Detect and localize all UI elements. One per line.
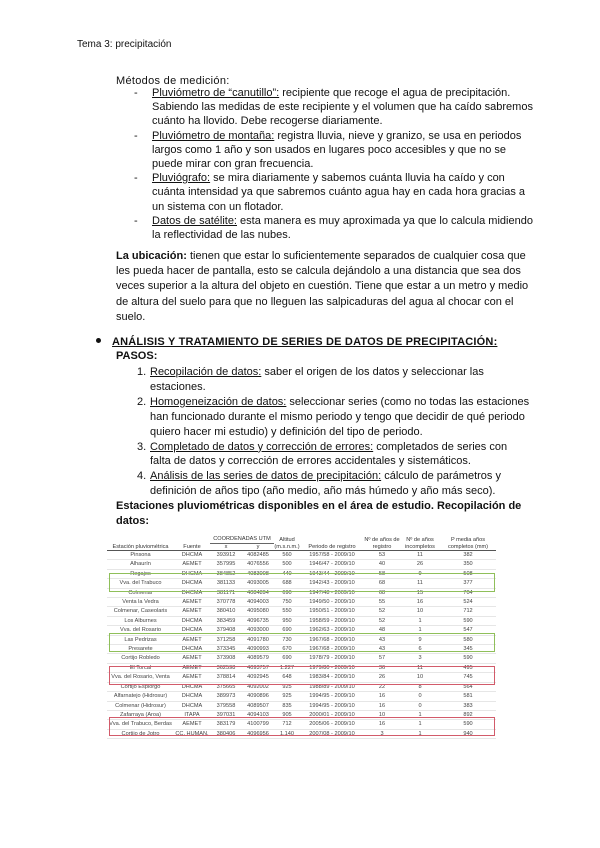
col-n-anos: Nº de años de registro xyxy=(364,537,400,550)
step-text: completados de series con falta de datos y corrección de errores accidentales y sistemáticos. xyxy=(150,440,508,468)
table-cell: 2005/06 - 2009/10 xyxy=(300,720,364,729)
step-text: seleccionar series (como no todas las estaciones han funcionado durante el mismo periodo y tengo que decidir de qué periodo quiero hacer mi estudio) y definición del tipo de periodo. xyxy=(150,395,530,438)
table-cell: Cortijo Robledo xyxy=(107,654,174,663)
step-item xyxy=(137,365,530,395)
table-cell: 1949/50 - 2009/10 xyxy=(300,598,364,607)
table-cell: 1 xyxy=(400,616,440,625)
table-cell: 68 xyxy=(364,579,400,588)
method-item xyxy=(134,86,534,129)
table-cell: 1.140 xyxy=(274,729,300,738)
table-cell: 4090993 xyxy=(242,645,274,654)
method-item xyxy=(134,214,534,242)
table-cell: 508 xyxy=(440,569,496,578)
table-cell: DHCMA xyxy=(174,701,210,710)
table-cell: 1 xyxy=(400,729,440,738)
table-cell: 547 xyxy=(440,626,496,635)
table-cell: Colmenar (Hidrosur) xyxy=(107,701,174,710)
steps-list xyxy=(137,365,530,499)
table-cell: 1946/47 - 2009/10 xyxy=(300,560,364,569)
table-cell: 52 xyxy=(364,616,400,625)
col-coord: COORDENADAS UTM xyxy=(210,536,274,543)
table-cell: 1947/48 - 2009/10 xyxy=(300,588,364,597)
table-cell: 4092945 xyxy=(242,673,274,682)
table-cell: 389973 xyxy=(210,692,242,701)
table-cell: DHCMA xyxy=(174,579,210,588)
table-cell: DHCMA xyxy=(174,645,210,654)
table-cell: 495 xyxy=(440,663,496,672)
table-cell: Cortijo de Jotro xyxy=(107,729,174,738)
table-cell: DHCMA xyxy=(174,588,210,597)
table-cell: 690 xyxy=(274,588,300,597)
table-cell: 550 xyxy=(274,607,300,616)
table-cell: 688 xyxy=(274,579,300,588)
table-cell: 1 xyxy=(400,720,440,729)
table-cell: 16 xyxy=(364,701,400,710)
col-n-incompletos: Nº de años incompletos xyxy=(405,537,435,550)
table-cell: 383459 xyxy=(210,616,242,625)
section-title: Métodos de medición: xyxy=(116,75,230,87)
table-cell: 378814 xyxy=(210,673,242,682)
table-cell: Vva. del Rosario, Venta xyxy=(107,673,174,682)
table-cell: 4089507 xyxy=(242,701,274,710)
table-cell: DHCMA xyxy=(174,616,210,625)
table-cell: 16 xyxy=(364,692,400,701)
highlight-box xyxy=(109,633,495,652)
table-cell: 43 xyxy=(364,645,400,654)
table-cell: 371258 xyxy=(210,635,242,644)
table-cell: 15 xyxy=(400,588,440,597)
table-cell: Vva. del Trabuco xyxy=(107,579,174,588)
table-cell: Los Alburnes xyxy=(107,616,174,625)
table-cell: 58 xyxy=(364,569,400,578)
table-cell: 381133 xyxy=(210,579,242,588)
table-cell: 1967/68 - 2009/10 xyxy=(300,645,364,654)
table-cell: 375665 xyxy=(210,682,242,691)
table-cell: 26 xyxy=(364,673,400,682)
table-cell: 440 xyxy=(274,569,300,578)
table-cell: 1950/51 - 2009/10 xyxy=(300,607,364,616)
table-cell: 3 xyxy=(400,654,440,663)
table-cell: 373908 xyxy=(210,654,242,663)
table-cell: 11 xyxy=(400,663,440,672)
table-cell: 690 xyxy=(274,654,300,663)
col-estacion: Estación pluviométrica xyxy=(112,543,169,550)
table-cell: 397031 xyxy=(210,710,242,719)
table-cell: 55 xyxy=(364,598,400,607)
table-row xyxy=(107,598,496,607)
table-cell: AEMET xyxy=(174,598,210,607)
table-cell: 730 xyxy=(274,635,300,644)
table-cell: 745 xyxy=(440,673,496,682)
table-cell: 1979/80 - 2009/10 xyxy=(300,663,364,672)
table-cell: 4090896 xyxy=(242,692,274,701)
table-cell: 1978/79 - 2009/10 xyxy=(300,654,364,663)
table-cell: 835 xyxy=(274,701,300,710)
col-altitud: Altitud (m.s.n.m.) xyxy=(274,537,300,550)
table-cell: 350 xyxy=(440,560,496,569)
table-cell: El Torcal xyxy=(107,663,174,672)
table-cell: DHCMA xyxy=(174,692,210,701)
table-cell: Vva. del Rosario xyxy=(107,626,174,635)
method-text: esta manera es muy aproximada ya que lo calcula midiendo la reflectividad de las nubes. xyxy=(152,214,533,242)
table-cell: 10 xyxy=(400,673,440,682)
method-item xyxy=(134,129,534,172)
col-p-media: P media años completos (mm) xyxy=(447,537,489,550)
step-item xyxy=(137,469,530,499)
table-cell: 712 xyxy=(274,720,300,729)
table-cell: 1983/84 - 2009/10 xyxy=(300,673,364,682)
table-cell: 1988/89 - 2009/10 xyxy=(300,682,364,691)
col-fuente: Fuente xyxy=(183,543,201,550)
method-text: recipiente que recoge el agua de precipitación. Sabiendo las medidas de este recipiente y el volumen que ha caído sabremos cuánto ha llovido. Debe recogerse diariamente. xyxy=(152,87,533,128)
table-cell: 2000/01 - 2009/10 xyxy=(300,710,364,719)
table-cell: AEMET xyxy=(174,720,210,729)
table-cell: 1958/59 - 2009/10 xyxy=(300,616,364,625)
table-cell: 384852 xyxy=(210,569,242,578)
table-row xyxy=(107,701,496,710)
table-cell: 379558 xyxy=(210,701,242,710)
table-row xyxy=(107,560,496,569)
table-cell: Zafarraya (Aroa) xyxy=(107,710,174,719)
col-periodo: Periodo de registro xyxy=(308,543,356,550)
highlight-box xyxy=(109,573,495,592)
table-cell: 370778 xyxy=(210,598,242,607)
table-cell: AEMET xyxy=(174,607,210,616)
method-term: Datos de satélite: xyxy=(152,214,237,227)
step-term: Homogeneización de datos: xyxy=(150,395,287,408)
table-cell: 4100799 xyxy=(242,720,274,729)
step-number: 1. xyxy=(137,366,147,378)
table-cell: 1994/95 - 2009/10 xyxy=(300,701,364,710)
table-cell: 379408 xyxy=(210,626,242,635)
table-cell: 6 xyxy=(400,645,440,654)
table-cell: 2007/08 - 2009/10 xyxy=(300,729,364,738)
table-cell: 48 xyxy=(364,626,400,635)
table-cell: 345 xyxy=(440,645,496,654)
table-cell: 1.227 xyxy=(274,663,300,672)
table-cell: 4082485 xyxy=(242,551,274,560)
table-cell: 590 xyxy=(440,654,496,663)
table-cell: 357995 xyxy=(210,560,242,569)
table-cell: 4076556 xyxy=(242,560,274,569)
table-cell: 925 xyxy=(274,692,300,701)
table-cell: 1957/58 - 2009/10 xyxy=(300,551,364,560)
table-cell: 1942/43 - 2009/10 xyxy=(300,579,364,588)
table-cell: 560 xyxy=(274,551,300,560)
table-cell: Venta la Vedra xyxy=(107,598,174,607)
table-row xyxy=(107,551,496,560)
table-cell: 4093000 xyxy=(242,626,274,635)
table-cell: CC. HUMAN. xyxy=(175,730,209,737)
table-cell: AEMET xyxy=(174,560,210,569)
table-cell: 22 xyxy=(364,682,400,691)
table-cell: 4089579 xyxy=(242,654,274,663)
table-cell: 57 xyxy=(364,654,400,663)
table-cell: 362598 xyxy=(210,663,242,672)
table-cell: 380410 xyxy=(210,607,242,616)
page-header: Tema 3: precipitación xyxy=(77,39,172,50)
table-row xyxy=(107,607,496,616)
table-cell: Pinsona xyxy=(107,551,174,560)
table-cell: 43 xyxy=(364,635,400,644)
step-number: 4. xyxy=(137,470,147,483)
table-row xyxy=(107,654,496,663)
table-cell: 940 xyxy=(440,729,496,738)
step-number: 3. xyxy=(137,440,147,453)
table-cell: 500 xyxy=(274,560,300,569)
step-term: Completado de datos y corrección de errores: xyxy=(150,440,374,453)
table-cell: 704 xyxy=(440,588,496,597)
table-cell: 1962/63 - 2009/10 xyxy=(300,626,364,635)
dash-icon: - xyxy=(134,214,138,227)
table-cell: 4093005 xyxy=(242,579,274,588)
method-text: registra lluvia, nieve y granizo, se usa en periodos largos como 1 año y son usados en lugares poco accesibles y que no se puede mirar con gran frecuencia. xyxy=(152,129,522,171)
ubicacion-paragraph xyxy=(116,249,534,325)
table-cell: 377 xyxy=(440,579,496,588)
table-cell: 26 xyxy=(400,560,440,569)
table-cell: AEMET xyxy=(174,673,210,682)
table-cell: 3 xyxy=(364,729,400,738)
pasos-label: PASOS: xyxy=(116,350,158,362)
table-cell: 4094103 xyxy=(242,710,274,719)
methods-list xyxy=(134,86,534,242)
dash-icon: - xyxy=(134,87,138,99)
col-y: y xyxy=(256,543,260,550)
table-cell: Colmenar, Caseolaris xyxy=(107,607,174,616)
method-item xyxy=(134,171,534,214)
table-cell: 648 xyxy=(274,673,300,682)
bullet-icon xyxy=(96,338,101,343)
table-cell: Cortijo Espiorgo xyxy=(107,682,174,691)
table-cell: 9 xyxy=(400,569,440,578)
table-cell: 950 xyxy=(274,616,300,625)
step-term: Análisis de las series de datos de precipitación: xyxy=(150,470,382,483)
table-cell: 4084894 xyxy=(242,588,274,597)
step-item xyxy=(137,395,530,440)
table-cell: 581 xyxy=(440,692,496,701)
table-cell: 11 xyxy=(400,551,440,560)
highlight-box xyxy=(109,666,495,685)
table-cell: AEMET xyxy=(174,663,210,672)
table-cell: 373345 xyxy=(210,645,242,654)
method-term: Pluviógrafo: xyxy=(152,172,211,185)
table-cell: 1994/95 - 2009/10 xyxy=(300,692,364,701)
table-cell: Alfarnatejo (Hidrosur) xyxy=(107,692,174,701)
step-item xyxy=(137,440,530,470)
table-cell: 1 xyxy=(400,626,440,635)
stations-table xyxy=(107,536,496,739)
table-cell: 380406 xyxy=(210,729,242,738)
table-cell: 925 xyxy=(274,682,300,691)
table-cell: 53 xyxy=(364,551,400,560)
step-term: Recopilación de datos: xyxy=(150,366,262,378)
method-term: Pluviómetro de “canutillo”: xyxy=(152,87,280,99)
table-cell: AEMET xyxy=(174,635,210,644)
table-cell: 564 xyxy=(440,682,496,691)
table-cell: 8 xyxy=(400,682,440,691)
table-cell: 16 xyxy=(400,598,440,607)
table-cell: 690 xyxy=(274,626,300,635)
table-cell: 892 xyxy=(440,710,496,719)
col-x: x xyxy=(224,543,228,550)
table-cell: 1943/44 - 2009/10 xyxy=(300,569,364,578)
table-cell: 4091780 xyxy=(242,635,274,644)
table-cell: 0 xyxy=(400,701,440,710)
table-cell: 4095080 xyxy=(242,607,274,616)
table-cell: 670 xyxy=(274,645,300,654)
table-cell: 68 xyxy=(364,588,400,597)
table-cell: 383179 xyxy=(210,720,242,729)
step-text: cálculo de parámetros y definición de años tipo (año medio, año más húmedo y año más seco). xyxy=(150,470,501,498)
analysis-title-text: ANÁLISIS Y TRATAMIENTO DE SERIES DE DATOS DE PRECIPITACIÓN: xyxy=(112,336,498,348)
table-cell: 590 xyxy=(440,720,496,729)
table-cell: 393912 xyxy=(210,551,242,560)
table-cell: 750 xyxy=(274,598,300,607)
table-cell: DHCMA xyxy=(174,626,210,635)
ubicacion-text: tienen que estar lo suficientemente separados de cualquier cosa que les pueda hacer de pantalla, esto se calcula dejándolo a una distancia que sea dos veces superior a la altura del objeto en cuestión. Tiene que estar a un metro y medio de altura del suelo para que no lleguen las salpicaduras del agua al chocar con el suelo. xyxy=(116,250,529,323)
table-cell: 40 xyxy=(364,560,400,569)
table-cell: 4083008 xyxy=(242,569,274,578)
table-cell: 524 xyxy=(440,598,496,607)
table-cell: 580 xyxy=(440,635,496,644)
table-cell: 4093757 xyxy=(242,663,274,672)
table-cell: 382 xyxy=(440,551,496,560)
method-text: se mira diariamente y sabemos cuánta lluvia ha caído y con cuánta intensidad ya que sabremos cuánto agua hay en cada hora gracias a un sistema con un flotador. xyxy=(152,172,526,213)
table-cell: Colmenar xyxy=(107,588,174,597)
table-cell: 4096956 xyxy=(242,729,274,738)
table-cell: 905 xyxy=(274,710,300,719)
table-cell: 1 xyxy=(400,710,440,719)
dash-icon: - xyxy=(134,172,138,185)
table-cell: 0 xyxy=(400,692,440,701)
table-cell: Regajos xyxy=(107,569,174,578)
table-cell: 590 xyxy=(440,616,496,625)
table-cell: 4096735 xyxy=(242,616,274,625)
table-cell: 4094003 xyxy=(242,598,274,607)
table-cell: DHCMA xyxy=(174,569,210,578)
table-row xyxy=(107,616,496,625)
table-cell: 9 xyxy=(400,635,440,644)
table-cell: 383 xyxy=(440,701,496,710)
table-row xyxy=(107,692,496,701)
table-cell: 1967/68 - 2009/10 xyxy=(300,635,364,644)
stations-title: Estaciones pluviométricas disponibles en el área de estudio. Recopilación de datos: xyxy=(116,500,522,527)
table-cell: 10 xyxy=(364,710,400,719)
table-cell: 4092002 xyxy=(242,682,274,691)
step-text: saber el origen de los datos y seleccionar las estaciones. xyxy=(150,366,484,393)
table-cell: 10 xyxy=(400,607,440,616)
table-cell: 11 xyxy=(400,579,440,588)
ubicacion-label: La ubicación: xyxy=(116,250,187,262)
table-cell: DHCMA xyxy=(174,682,210,691)
highlight-box xyxy=(109,717,495,736)
table-cell: 52 xyxy=(364,607,400,616)
table-cell: Alhaurín xyxy=(107,560,174,569)
table-cell: Vva. del Trabuco, Berdas xyxy=(107,720,174,729)
table-cell: 16 xyxy=(364,720,400,729)
analysis-title xyxy=(96,336,497,348)
table-cell: Presarete xyxy=(107,645,174,654)
table-cell: AEMET xyxy=(174,654,210,663)
table-cell: 712 xyxy=(440,607,496,616)
method-term: Pluviómetro de montaña: xyxy=(152,129,275,142)
table-cell: Las Pedrizas xyxy=(107,635,174,644)
step-number: 2. xyxy=(137,395,147,408)
dash-icon: - xyxy=(134,129,138,142)
table-cell: 381171 xyxy=(210,588,242,597)
table-cell: 36 xyxy=(364,663,400,672)
table-cell: ITAPA xyxy=(174,710,210,719)
table-cell: DHCMA xyxy=(174,551,210,560)
